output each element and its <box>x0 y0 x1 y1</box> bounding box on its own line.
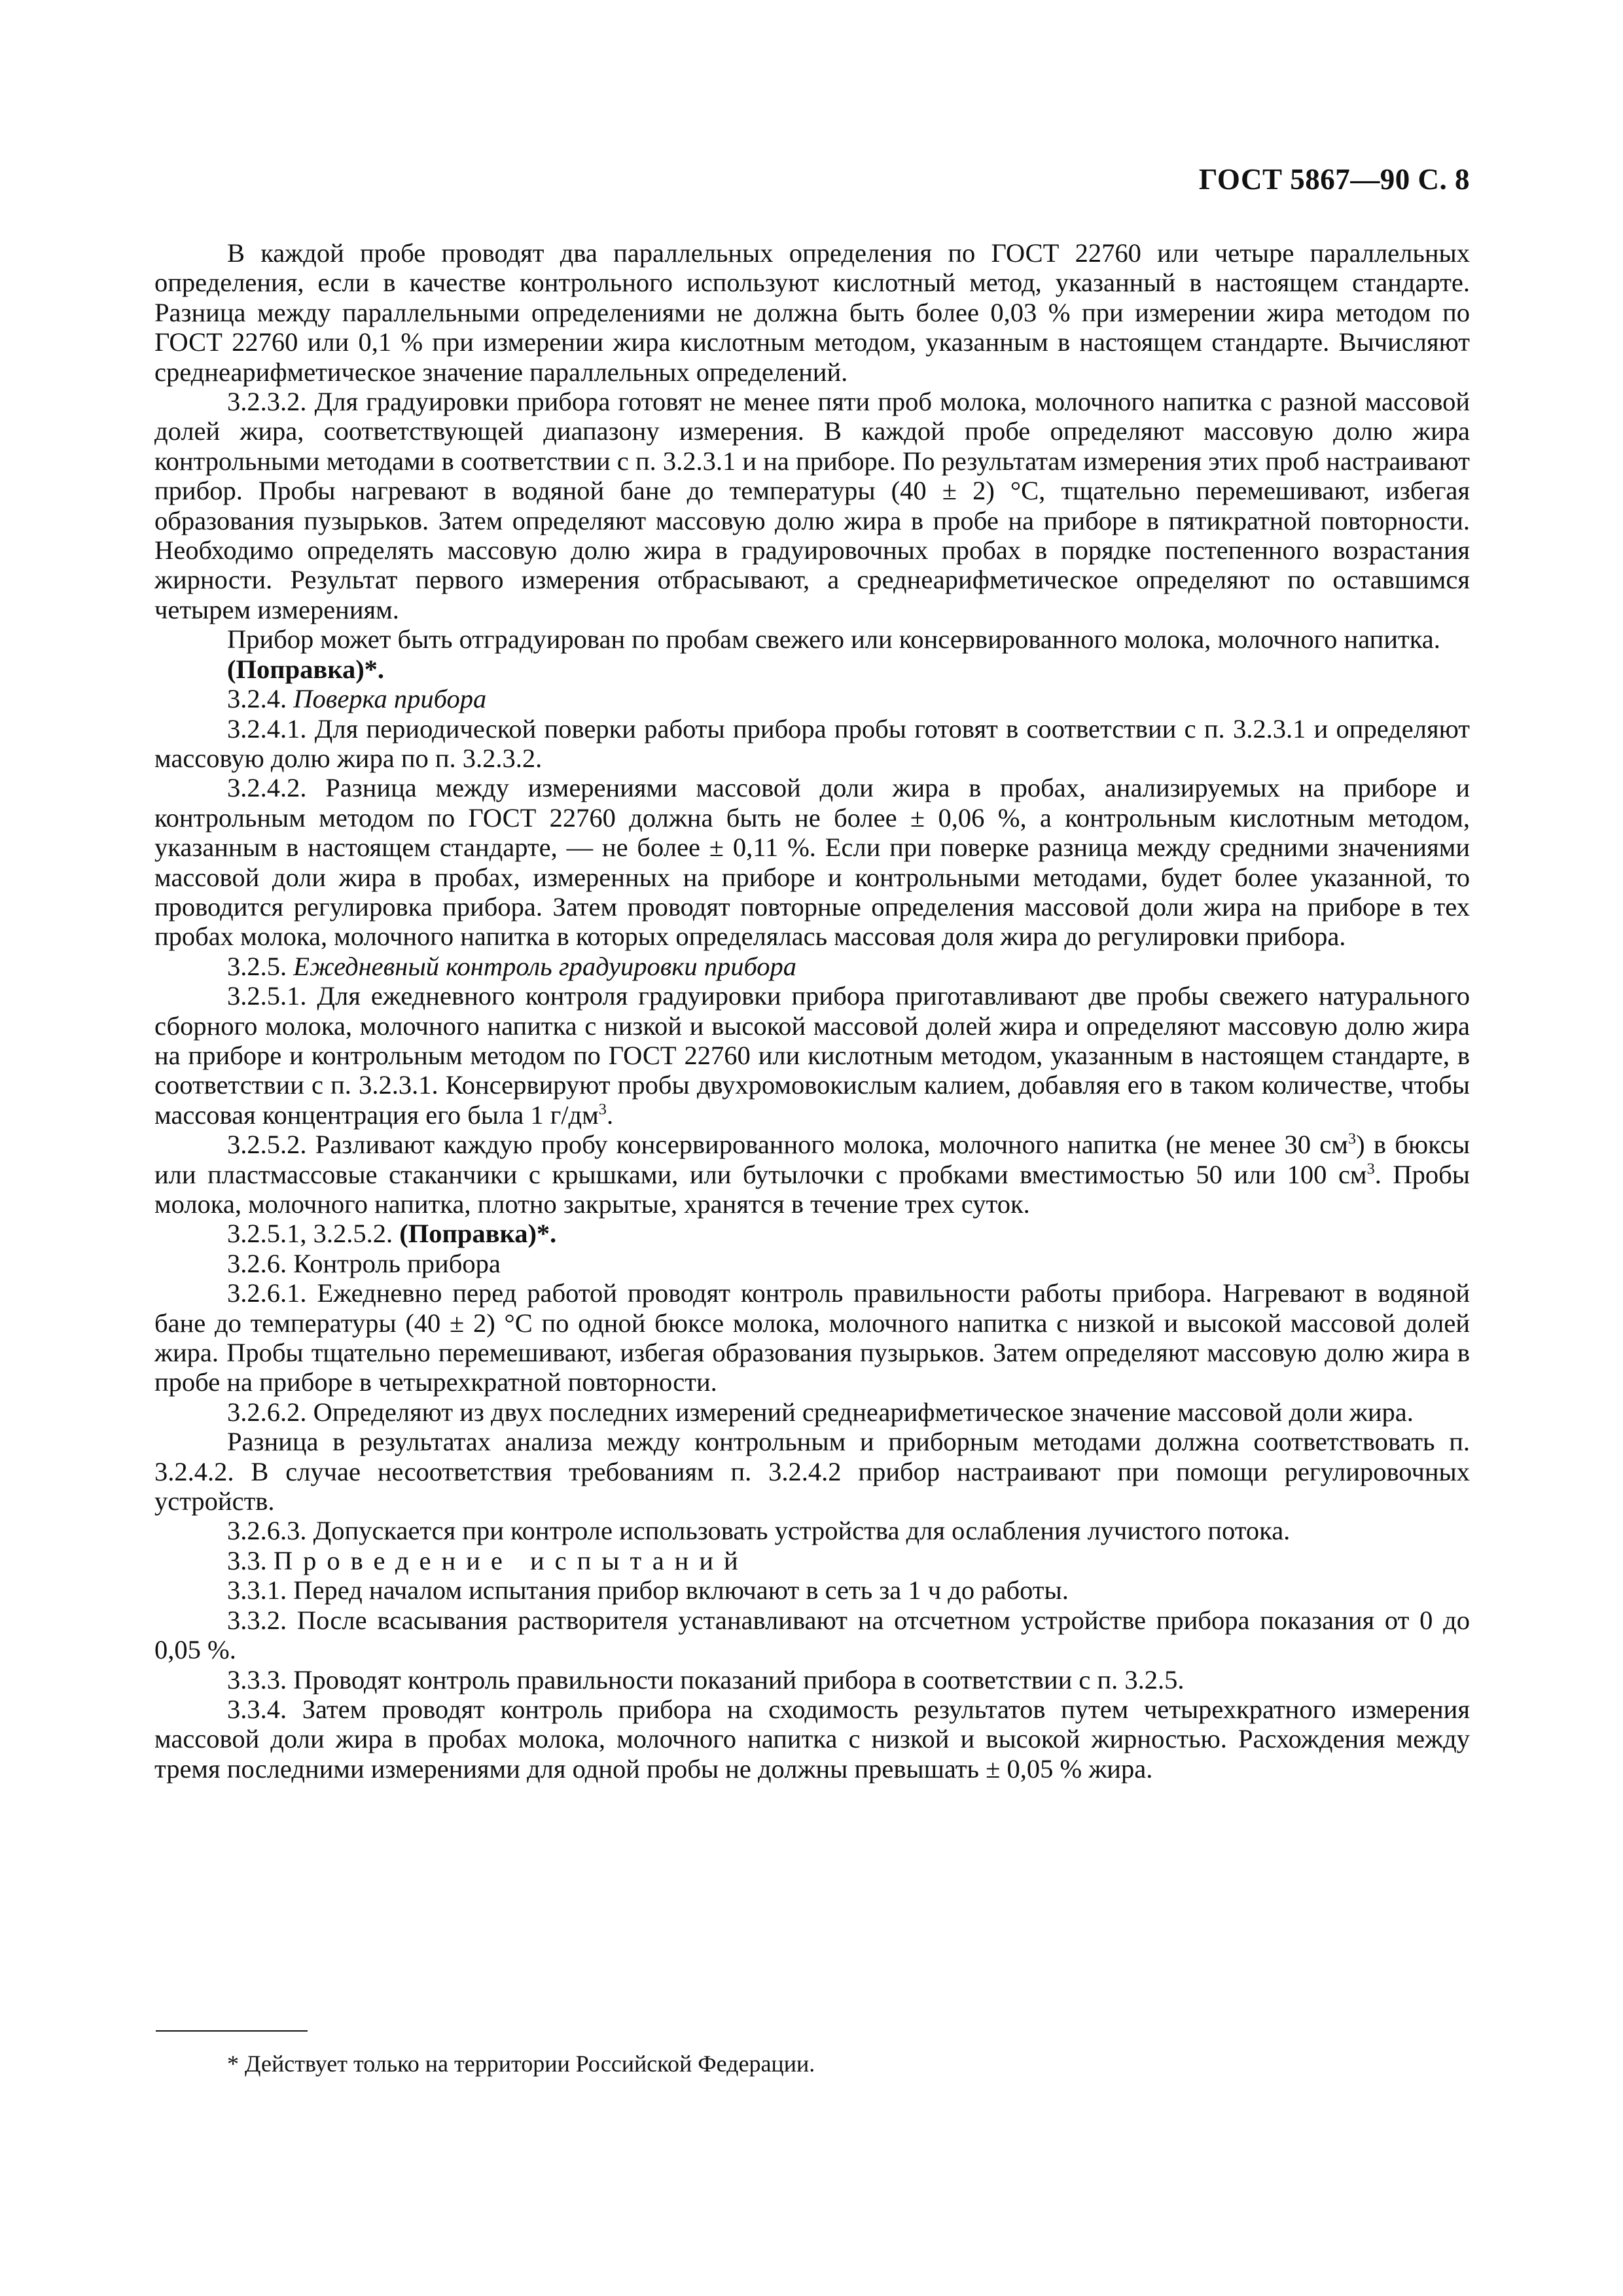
section-heading <box>154 684 1470 713</box>
paragraph: Разница в результатах анализа между контрольным и приборным методами должна соответствовать п. 3.2.4.2. В случае несоответствия требованиям п. 3.2.4.2 прибор настраивают при помощи регулировочных устройств. <box>154 1427 1470 1516</box>
paragraph: 3.3.1. Перед началом испытания прибор включают в сеть за 1 ч до работы. <box>227 1575 1069 1605</box>
paragraph: В каждой пробе проводят два параллельных определения по ГОСТ 22760 или четыре параллельных определения, если в качестве контрольного используют кислотный метод, указанный в настоящем стандарте. Разница между параллельными определениями не должна быть более 0,03 % при измерении жира методом по ГОСТ 22760 или 0,1 % при измерении жира кислотным методом, указанным в настоящем стандарте. Вычисляют среднеарифметическое значение параллельных определений. <box>154 238 1470 387</box>
paragraph: 3.2.3.2. Для градуировки прибора готовят не менее пяти проб молока, молочного напитка с разной массовой долей жира, соответствующей диапазону измерения. В каждой пробе определяют массовую долю жира контрольными методами в соответствии с п. 3.2.3.1 и на приборе. По результатам измерения этих проб настраивают прибор. Пробы нагревают в водяной бане до температуры (40 ± 2) °С, тщательно перемешивают, избегая образования пузырьков. Затем определяют массовую долю жира в пробе на приборе в пятикратной повторности. Необходимо определять массовую долю жира в градуировочных пробах в порядке постепенного возрастания жирности. Результат первого измерения отбрасывают, а среднеарифметическое определяют по оставшимся четырем измерениям. <box>154 387 1470 624</box>
amendment-note: (Поправка)*. <box>227 654 385 684</box>
page-header: ГОСТ 5867—90 С. 8 <box>1198 163 1470 196</box>
paragraph: Прибор может быть отградуирован по пробам свежего или консервированного молока, молочного напитка. <box>227 624 1440 655</box>
section-title: Поверка прибора <box>293 684 487 714</box>
paragraph: 3.2.5.1. Для ежедневного контроля градуировки прибора приготавливают две пробы свежего натурального сборного молока, молочного напитка с низкой и высокой массовой долей жира и определяют массовую долю жира на приборе и контрольным методом по ГОСТ 22760 или кислотным методом, указанным в настоящем стандарте, в соответствии с п. 3.2.3.1. Консервируют пробы двухромовокислым калием, добавляя его в таком количестве, чтобы массовая концентрация его была 1 $г/дм^3$. <box>154 981 1470 1130</box>
footnote-divider <box>156 2030 308 2032</box>
section-number: 3.2.4. <box>227 684 294 714</box>
document-body <box>154 238 1470 1784</box>
section-number: 3.3. <box>227 1545 274 1575</box>
footnote: * Действует только на территории Российской Федерации. <box>227 2051 815 2077</box>
paragraph: 3.2.4.1. Для периодической поверки работы прибора пробы готовят в соответствии с п. 3.2.3.1 и определяют массовую долю жира по п. 3.2.3.2. <box>154 713 1470 773</box>
paragraph: 3.2.5.2. Разливают каждую пробу консервированного молока, молочного напитка (не менее 30 $см^3$) в бюксы или пластмассовые стаканчики с крышками, или бутылочки с пробками вместимостью 50 или 100 $см^3$. Пробы молока, молочного напитка, плотно закрытые, хранятся в течение трех суток. <box>154 1130 1470 1219</box>
section-heading <box>154 952 1470 981</box>
paragraph: 3.3.3. Проводят контроль правильности показаний прибора в соответствии с п. 3.2.5. <box>227 1664 1185 1695</box>
section-title: Проведение испытаний <box>273 1545 749 1575</box>
paragraph: 3.2.6.3. Допускается при контроле использовать устройства для ослабления лучистого потока. <box>227 1516 1291 1546</box>
paragraph: 3.2.6.2. Определяют из двух последних измерений среднеарифметическое значение массовой доли жира. <box>227 1397 1414 1427</box>
paragraph: 3.3.4. Затем проводят контроль прибора на сходимость результатов путем четырехкратного измерения массовой доли жира в пробах молока, молочного напитка с низкой и высокой жирностью. Расхождения между тремя последними измерениями для одной пробы не должны превышать ± 0,05 % жира. <box>154 1694 1470 1784</box>
paragraph: 3.3.2. После всасывания растворителя устанавливают на отсчетном устройстве прибора показания от 0 до 0,05 %. <box>154 1605 1470 1665</box>
section-title: Ежедневный контроль градуировки прибора <box>293 951 797 981</box>
section-heading: 3.2.6. Контроль прибора <box>227 1248 501 1278</box>
section-heading <box>154 1546 1470 1575</box>
paragraph: 3.2.6.1. Ежедневно перед работой проводят контроль правильности работы прибора. Нагревают в водяной бане до температуры (40 ± 2) °С по одной бюксе молока, молочного напитка с низкой и высокой массовой долей жира. Пробы тщательно перемешивают, избегая образования пузырьков. Затем определяют массовую долю жира в пробе на приборе в четырехкратной повторности. <box>154 1278 1470 1397</box>
amendment-note: 3.2.5.1, 3.2.5.2. (Поправка)*. <box>227 1219 557 1249</box>
section-number: 3.2.5. <box>227 951 294 981</box>
paragraph: 3.2.4.2. Разница между измерениями массовой доли жира в пробах, анализируемых на приборе и контрольным методом по ГОСТ 22760 должна быть не более ± 0,06 %, а контрольным кислотным методом, указанным в настоящем стандарте, — не более ± 0,11 %. Если при поверке разница между средними значениями массовой доли жира в пробах, измеренных на приборе и контрольными методами, будет более указанной, то проводится регулировка прибора. Затем проводят повторные определения массовой доли жира на приборе в тех пробах молока, молочного напитка в которых определялась массовая доля жира до регулировки прибора. <box>154 773 1470 952</box>
